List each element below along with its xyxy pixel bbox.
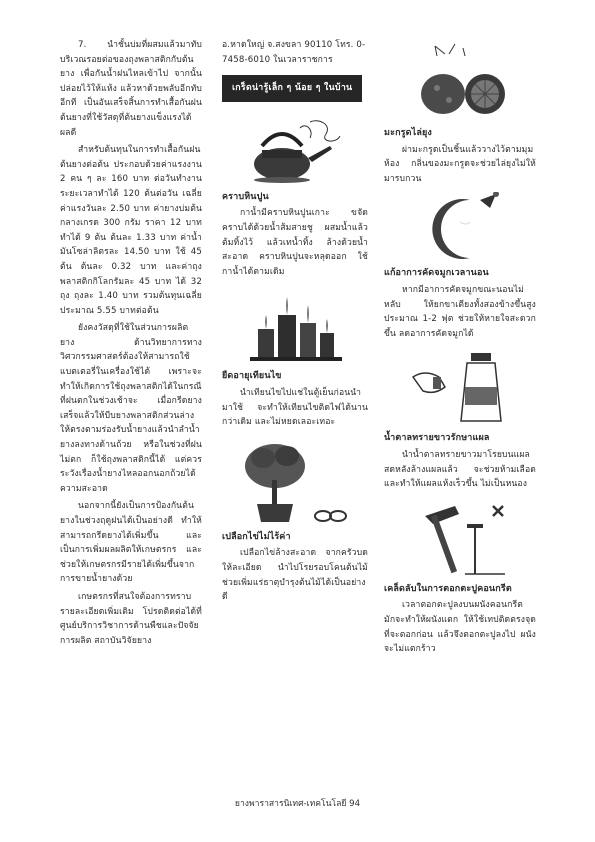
paragraph: นอกจากนี้ยังเป็นการป้องกันต้นยางในช่วงฤดูฝนได้เป็นอย่างดี ทำให้สามารถกรีดยางได้เพิ่มขึ้น และเป็นการเพิ่มผลผลิตให้เกษตรกร และช่วยให้เกษตรกรมีรายได้เพิ่มขึ้นจากการขายน้ำยางด้วย bbox=[60, 501, 202, 585]
sleeping-moon-illustration bbox=[410, 192, 510, 262]
candles-illustration bbox=[240, 285, 350, 365]
paragraph: เกษตรกรที่สนใจต้องการทราบรายละเอียดเพิ่มเติม โปรดติดต่อได้ที่ ศูนย์บริการวิชาการด้านพืชและปัจจัยการผลิต สถาบันวิจัยยาง bbox=[60, 591, 202, 646]
section-heading: ยืดอายุเทียนไข bbox=[222, 371, 282, 382]
section-body: กาน้ำมีคราบหินปูนเกาะ ขจัดคราบได้ด้วยน้ำส้มสายชู ผสมน้ำแล้วต้มทิ้งไว้ แล้วเทน้ำทิ้ง ล้างด้วยน้ำสะอาด คราบหินปูนจะหลุดออก ใช้กาน้ำได้ตามเดิม bbox=[222, 208, 368, 277]
section-heading: คราบหินปูน bbox=[222, 191, 269, 202]
left-column bbox=[60, 38, 202, 651]
section-heading: มะกรูดไล่ยุง bbox=[384, 128, 432, 138]
section-heading: เปลือกไข่ไม่ไร้ค่า bbox=[222, 531, 291, 542]
section-body: นำน้ำตาลทรายขาวมาโรยบนแผลสดหลังล้างแผลแล้ว จะช่วยห้ามเลือดและทำให้แผลแห้งเร็วขึ้น ไม่เป็นหนอง bbox=[384, 449, 536, 490]
sugar-jar-hand-illustration bbox=[405, 347, 515, 427]
section-heading: เคล็ดลับในการตอกตะปูคอนกรีต bbox=[384, 583, 512, 594]
paragraph: 7. นำชั้นบ่มที่ผสมแล้วมาทับบริเวณรอยต่อของถุงพลาสติกกับต้นยาง เพื่อกันน้ำฝนไหลเข้าไป จากนั้นปล่อยไว้ให้แห้ง แล้วหาด้วยพลับอีกทับอีกที เป็นอันเสร็จสิ้นการทำเสื้อกันฝนต้นยางที่ใช้วัสดุที่ต้นยางแข็งแรงได้ผลดี bbox=[60, 40, 202, 138]
section-body: เวลาตอกตะปูลงบนผนังคอนกรีต มักจะทำให้ผนังแตก ให้ใช้เทปติดตรงจุดที่จะตอกก่อน แล้วจึงตอกตะปูลงไป ผนังจะไม่แตกร้าว bbox=[384, 600, 536, 655]
section-heading: น้ำตาลทรายขาวรักษาแผล bbox=[384, 433, 490, 444]
section-body: เปลือกไข่ล้างสะอาด จากครัวบดให้ละเอียด นำไปโรยรอบโคนต้นไม้ ช่วยเพิ่มแร่ธาตุบำรุงต้นไม้ได้เป็นอย่างดี bbox=[222, 548, 368, 603]
paragraph: ยังคงวัสดุที่ใช้ในส่วนการผลิตยาง ด้านวิทยาการทางวิศวกรรมศาสตร์ต้องให้สามารถใช้แบตเตอรี่ในเครื่องใช้ได้ เพราะจะทำให้เกิดการใช้ถุงพลาสติกได้ในกรณีที่ฝนตกในช่วงเช้าจะ เมื่อกรีดยางเสร็จแล้วให้บีบยางพลาสติกส่วนล่างให้ตรงตามร่องรับน้ำยางแล้วนำลำน้ำยางลงทางด้านถ้วย หรือในช่วงที่ฝนไม่ตก ก็ใช้ถุงพลาสติกนี้ได้ แต่ควรระวังเรื่องน้ำยางไหลออกนอกถ้วยได้ ความสะอาด bbox=[60, 323, 202, 494]
section-body: หากมีอาการคัดจมูกขณะนอนไม่หลับ ให้ยกขาเตียงทั้งสองข้างขึ้นสูงประมาณ 1-2 ฟุต ช่วยให้หายใจสะดวกขึ้น ลดอาการคัดจมูกได้ bbox=[384, 284, 536, 339]
hammer-nail-illustration bbox=[405, 498, 515, 578]
section-body: นำเทียนไขไปแช่ในตู้เย็นก่อนนำมาใช้ จะทำให้เทียนไขติดไฟได้นานกว่าเดิม และไม่หยดเลอะเทอะ bbox=[222, 387, 368, 428]
contact-line: อ.หาดใหญ่ จ.สงขลา 90110 โทร. 0- bbox=[222, 40, 366, 50]
right-column bbox=[384, 38, 536, 663]
paragraph: สำหรับต้นทุนในการทำเสื้อกันฝนต้นยางต่อต้น ประกอบด้วยค่าแรงงาน 2 คน ๆ ละ 160 บาท ต่อวันทำงาน ระยะเวลาทำได้ 120 ต้นต่อวัน เฉลี่ยค่าแรงวันละ 2.50 บาท ค่ายางบ่มต้นกลางเกรด 300 กรัม ราคา 12 บาท ทำได้ 9 ต้น ต้นละ 1.33 บาท ค่าน้ำมันโซล่าลิตรละ 14.50 บาท ใช้ 45 ต้น ต้นละ 0.32 บาท และค่าถุงพลาสติกกิโลกรัมละ 45 บาท ได้ 32 ถุง ถุงละ 1.40 บาท รวมต้นทุนเฉลี่ยประมาณ 5.55 บาทต่อต้น bbox=[60, 145, 202, 316]
section-banner: เกร็ดน่ารู้เล็ก ๆ น้อย ๆ ในบ้าน bbox=[222, 75, 362, 102]
section-body: ผ่ามะกรูดเป็นชิ้นแล้ววางไว้ตามมุมห้อง กลิ่นของมะกรูดจะช่วยไล่ยุงไม่ให้มารบกวน bbox=[384, 144, 536, 184]
tree-pot-illustration bbox=[235, 436, 355, 526]
page-footer: ยางพาราสารนิเทศ-เทคโนโลยี 94 bbox=[234, 799, 361, 809]
contact-line: 7458-6010 ในเวลาราชการ bbox=[222, 54, 333, 65]
kettle-illustration bbox=[240, 116, 350, 186]
kaffir-lime-illustration bbox=[405, 42, 515, 122]
section-heading: แก้อาการคัดจมูกเวลานอน bbox=[384, 268, 489, 279]
middle-column bbox=[222, 38, 368, 611]
